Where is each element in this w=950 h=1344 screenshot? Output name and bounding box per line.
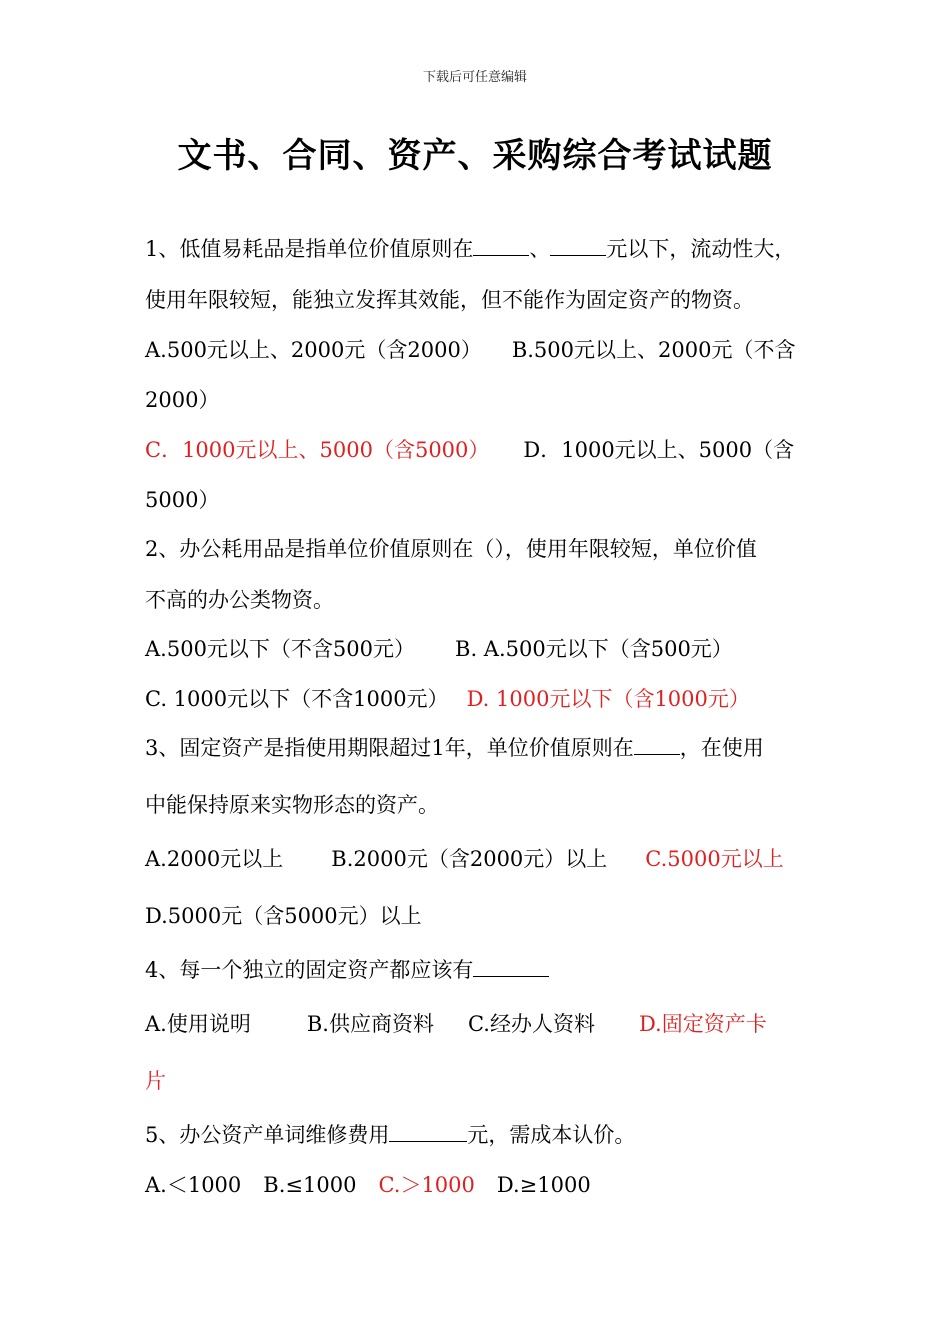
q4-options-line1: [145, 1009, 767, 1039]
q4-option-b: B.供应商资料: [306, 1012, 434, 1036]
q1-option-b: B.500元以上、2000元（不含: [511, 338, 796, 362]
q5-stem-line: [145, 1120, 635, 1150]
q1-stem-b: 元以下，流动性大，: [606, 237, 796, 261]
q2-option-c: C. 1000元以下（不含1000元）: [145, 687, 449, 711]
q5-stem-b: 元，需成本认价。: [467, 1123, 636, 1147]
q2-stem-line1: 2、办公耗用品是指单位价值原则在（），使用年限较短，单位价值: [145, 537, 757, 561]
q5-option-b: B.≤1000: [263, 1173, 357, 1197]
q5-stem-a: 5、办公资产单词维修费用: [145, 1123, 390, 1147]
q3-stem-a: 3、固定资产是指使用期限超过1年，单位价值原则在: [145, 736, 634, 760]
q1-sep: 、: [529, 237, 551, 261]
q1-blank-2: [550, 235, 606, 256]
q5-option-d: D.≥1000: [496, 1173, 591, 1197]
q1-option-d-cont: 5000）: [145, 488, 220, 512]
q2-options-line2: [145, 684, 750, 714]
q1-options-line2: [145, 435, 794, 465]
q3-option-b: B.2000元（含2000元）以上: [331, 847, 608, 871]
q3-option-d: D.5000元（含5000元）以上: [145, 904, 422, 928]
q4-option-c: C.经办人资料: [467, 1012, 595, 1036]
q5-option-a: A.＜1000: [145, 1173, 242, 1197]
q1-option-c-answer: C．1000元以上、5000（含5000）: [145, 438, 490, 462]
q1-option-b-cont: 2000）: [145, 388, 220, 412]
q4-option-d-answer: D.固定资产卡: [638, 1012, 767, 1036]
q3-options-line1: [145, 844, 784, 874]
q4-blank: [473, 956, 549, 977]
q2-option-d-answer: D. 1000元以下（含1000元）: [466, 687, 750, 711]
q2-stem-line2: 不高的办公类物资。: [145, 588, 334, 612]
q1-stem-line1: [145, 234, 795, 264]
page-title: 文书、合同、资产、采购综合考试试题: [177, 136, 773, 176]
q3-stem-line1: [145, 733, 764, 763]
q5-blank: [389, 1121, 467, 1142]
q4-option-a: A.使用说明: [145, 1012, 251, 1036]
q4-stem-line: [145, 955, 549, 985]
q1-blank-1: [473, 235, 529, 256]
q1-option-d: D．1000元以上、5000（含: [523, 438, 795, 462]
q1-options-line1: [145, 335, 795, 365]
q4-option-d-cont: 片: [145, 1069, 166, 1093]
q3-option-a: A.2000元以上: [145, 847, 284, 871]
q3-blank: [634, 734, 680, 755]
q3-option-c-answer: C.5000元以上: [645, 847, 784, 871]
q2-option-b: B. A.500元以下（含500元）: [455, 637, 733, 661]
q1-stem-a: 1、低值易耗品是指单位价值原则在: [145, 237, 474, 261]
q4-stem: 4、每一个独立的固定资产都应该有: [145, 958, 474, 982]
header-note: 下载后可任意编辑: [422, 70, 527, 85]
q2-options-line1: [145, 634, 733, 664]
q5-option-c-answer: C.＞1000: [378, 1173, 475, 1197]
q5-options-line: [145, 1170, 591, 1200]
q3-stem-line2: 中能保持原来实物形态的资产。: [145, 793, 439, 817]
q3-stem-b: ，在使用: [679, 736, 764, 760]
q1-option-a: A.500元以上、2000元（含2000）: [145, 338, 482, 362]
q1-stem-line2: 使用年限较短，能独立发挥其效能，但不能作为固定资产的物资。: [145, 288, 754, 312]
q2-option-a: A.500元以下（不含500元）: [145, 637, 416, 661]
